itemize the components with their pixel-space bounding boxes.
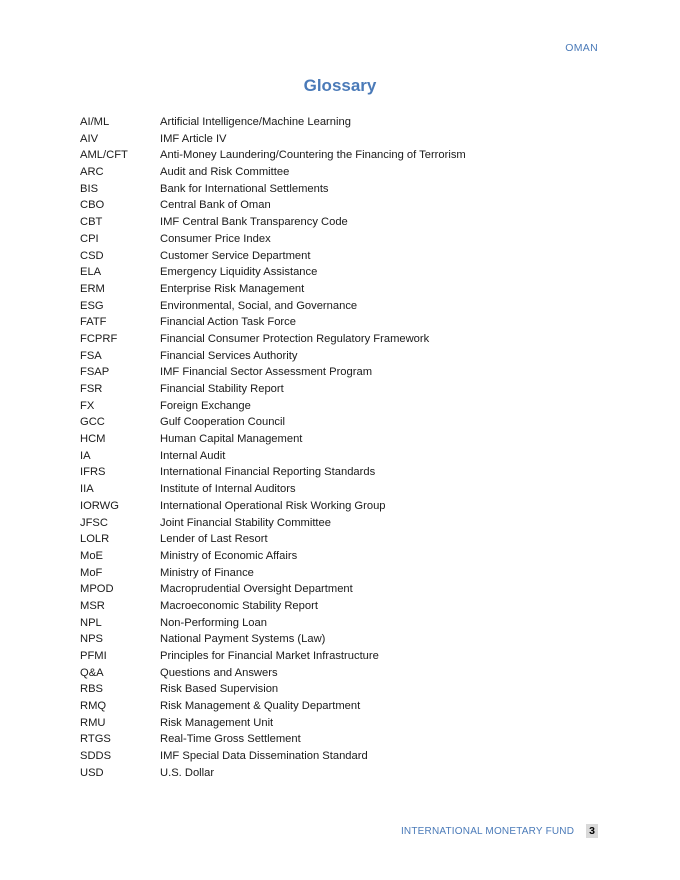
glossary-definition: Artificial Intelligence/Machine Learning <box>160 116 351 128</box>
glossary-row <box>80 131 580 148</box>
glossary-abbreviation: AML/CFT <box>80 149 128 162</box>
glossary-row <box>80 748 580 765</box>
glossary-definition: Anti-Money Laundering/Countering the Financing of Terrorism <box>160 149 466 162</box>
glossary-row <box>80 665 580 682</box>
glossary-abbreviation: FX <box>80 399 95 412</box>
glossary-row <box>80 648 580 665</box>
glossary-row <box>80 481 580 498</box>
glossary-abbreviation: CSD <box>80 249 104 262</box>
glossary-definition: Gulf Cooperation Council <box>160 416 285 429</box>
running-header-country: OMAN <box>565 42 598 54</box>
glossary-definition: IMF Financial Sector Assessment Program <box>160 366 373 379</box>
glossary-definition: International Operational Risk Working Group <box>160 499 386 512</box>
glossary-abbreviation: AI/ML <box>80 116 110 128</box>
glossary-definition: Real-Time Gross Settlement <box>160 733 301 746</box>
glossary-abbreviation: Q&A <box>80 666 104 679</box>
glossary-abbreviation: USD <box>80 766 104 779</box>
glossary-row <box>80 181 580 198</box>
glossary-row <box>80 615 580 632</box>
glossary-abbreviation: MoE <box>80 549 104 562</box>
glossary-definition: IMF Article IV <box>160 132 227 145</box>
glossary-abbreviation: CBO <box>80 199 105 212</box>
glossary-definition: IMF Special Data Dissemination Standard <box>160 750 368 763</box>
glossary-abbreviation: JFSC <box>80 516 108 529</box>
glossary-definition: Lender of Last Resort <box>160 533 268 546</box>
glossary-abbreviation: IIA <box>80 483 94 496</box>
glossary-row <box>80 598 580 615</box>
glossary-row <box>80 515 580 532</box>
glossary-row <box>80 414 580 431</box>
glossary-definition: Human Capital Management <box>160 433 303 446</box>
glossary-definition: Bank for International Settlements <box>160 182 329 195</box>
glossary-abbreviation: RTGS <box>80 733 111 746</box>
glossary-definition: Central Bank of Oman <box>160 199 271 212</box>
glossary-abbreviation: RBS <box>80 683 104 696</box>
glossary-definition: Financial Consumer Protection Regulatory Framework <box>160 332 430 345</box>
glossary-row <box>80 281 580 298</box>
glossary-abbreviation: CBT <box>80 216 103 229</box>
glossary-definition: Audit and Risk Committee <box>160 166 290 179</box>
glossary-abbreviation: RMU <box>80 716 106 729</box>
glossary-abbreviation: FATF <box>80 316 107 329</box>
glossary-row <box>80 548 580 565</box>
glossary-definition: Customer Service Department <box>160 249 311 262</box>
glossary-definition: Financial Stability Report <box>160 383 284 395</box>
glossary-definition: IMF Central Bank Transparency Code <box>160 216 348 229</box>
glossary-definition: International Financial Reporting Standards <box>160 466 376 479</box>
glossary-definition: Financial Services Authority <box>160 349 298 362</box>
glossary-row <box>80 765 580 782</box>
glossary-definition: Macroprudential Oversight Department <box>160 583 353 596</box>
glossary-definition: Joint Financial Stability Committee <box>160 516 331 529</box>
glossary-abbreviation: HCM <box>80 433 106 446</box>
glossary-abbreviation: ELA <box>80 266 102 279</box>
glossary-row <box>80 498 580 515</box>
glossary-abbreviation: NPS <box>80 633 104 646</box>
glossary-abbreviation: RMQ <box>80 700 107 713</box>
glossary-list <box>80 114 580 782</box>
glossary-definition: Ministry of Finance <box>160 566 254 579</box>
glossary-row <box>80 114 580 131</box>
glossary-definition: Macroeconomic Stability Report <box>160 599 318 612</box>
glossary-row <box>80 348 580 365</box>
glossary-definition: Ministry of Economic Affairs <box>160 549 298 562</box>
glossary-definition: Emergency Liquidity Assistance <box>160 266 318 279</box>
page-title: Glossary <box>303 76 377 95</box>
glossary-row <box>80 264 580 281</box>
glossary-row <box>80 581 580 598</box>
glossary-abbreviation: ERM <box>80 282 105 295</box>
glossary-row <box>80 715 580 732</box>
glossary-abbreviation: IORWG <box>80 499 119 512</box>
glossary-abbreviation: ARC <box>80 166 104 179</box>
glossary-definition: Environmental, Social, and Governance <box>160 299 358 312</box>
page-number: 3 <box>586 824 598 838</box>
glossary-definition: Consumer Price Index <box>160 232 271 245</box>
glossary-abbreviation: MoF <box>80 566 103 579</box>
glossary-abbreviation: FCPRF <box>80 332 118 345</box>
page-footer <box>401 824 598 838</box>
glossary-definition: Principles for Financial Market Infrastructure <box>160 650 379 662</box>
glossary-row <box>80 314 580 331</box>
glossary-abbreviation: NPL <box>80 616 102 629</box>
glossary-row <box>80 431 580 448</box>
glossary-definition: Internal Audit <box>160 449 226 462</box>
glossary-row <box>80 214 580 231</box>
glossary-row <box>80 731 580 748</box>
glossary-abbreviation: MSR <box>80 599 105 612</box>
glossary-row <box>80 164 580 181</box>
glossary-definition: Risk Based Supervision <box>160 683 279 696</box>
glossary-abbreviation: ESG <box>80 299 104 312</box>
glossary-row <box>80 364 580 381</box>
glossary-abbreviation: BIS <box>80 182 99 195</box>
glossary-abbreviation: SDDS <box>80 750 112 763</box>
glossary-row <box>80 681 580 698</box>
glossary-row <box>80 565 580 582</box>
glossary-definition: U.S. Dollar <box>160 766 215 779</box>
glossary-abbreviation: FSR <box>80 383 103 395</box>
glossary-row <box>80 531 580 548</box>
glossary-abbreviation: AIV <box>80 132 99 145</box>
glossary-row <box>80 298 580 315</box>
glossary-definition: Financial Action Task Force <box>160 316 296 329</box>
glossary-row <box>80 197 580 214</box>
glossary-row <box>80 331 580 348</box>
glossary-row <box>80 147 580 164</box>
glossary-definition: Foreign Exchange <box>160 399 251 412</box>
glossary-row <box>80 698 580 715</box>
footer-organization: INTERNATIONAL MONETARY FUND <box>400 825 575 837</box>
glossary-definition: National Payment Systems (Law) <box>160 633 326 646</box>
glossary-definition: Risk Management & Quality Department <box>160 700 361 713</box>
glossary-definition: Questions and Answers <box>160 666 278 679</box>
glossary-abbreviation: PFMI <box>80 650 107 662</box>
glossary-row <box>80 464 580 481</box>
glossary-definition: Enterprise Risk Management <box>160 282 305 295</box>
glossary-abbreviation: MPOD <box>80 583 114 596</box>
glossary-definition: Non-Performing Loan <box>160 616 267 629</box>
glossary-abbreviation: GCC <box>80 416 105 429</box>
glossary-abbreviation: IA <box>80 449 91 462</box>
glossary-definition: Institute of Internal Auditors <box>160 483 296 496</box>
glossary-row <box>80 448 580 465</box>
glossary-row <box>80 381 580 398</box>
glossary-abbreviation: FSAP <box>80 366 110 379</box>
glossary-row <box>80 231 580 248</box>
glossary-abbreviation: CPI <box>80 232 99 245</box>
glossary-abbreviation: LOLR <box>80 533 110 546</box>
glossary-row <box>80 631 580 648</box>
glossary-row <box>80 398 580 415</box>
glossary-abbreviation: FSA <box>80 349 102 362</box>
glossary-row <box>80 248 580 265</box>
glossary-definition: Risk Management Unit <box>160 716 274 729</box>
glossary-abbreviation: IFRS <box>80 466 106 479</box>
